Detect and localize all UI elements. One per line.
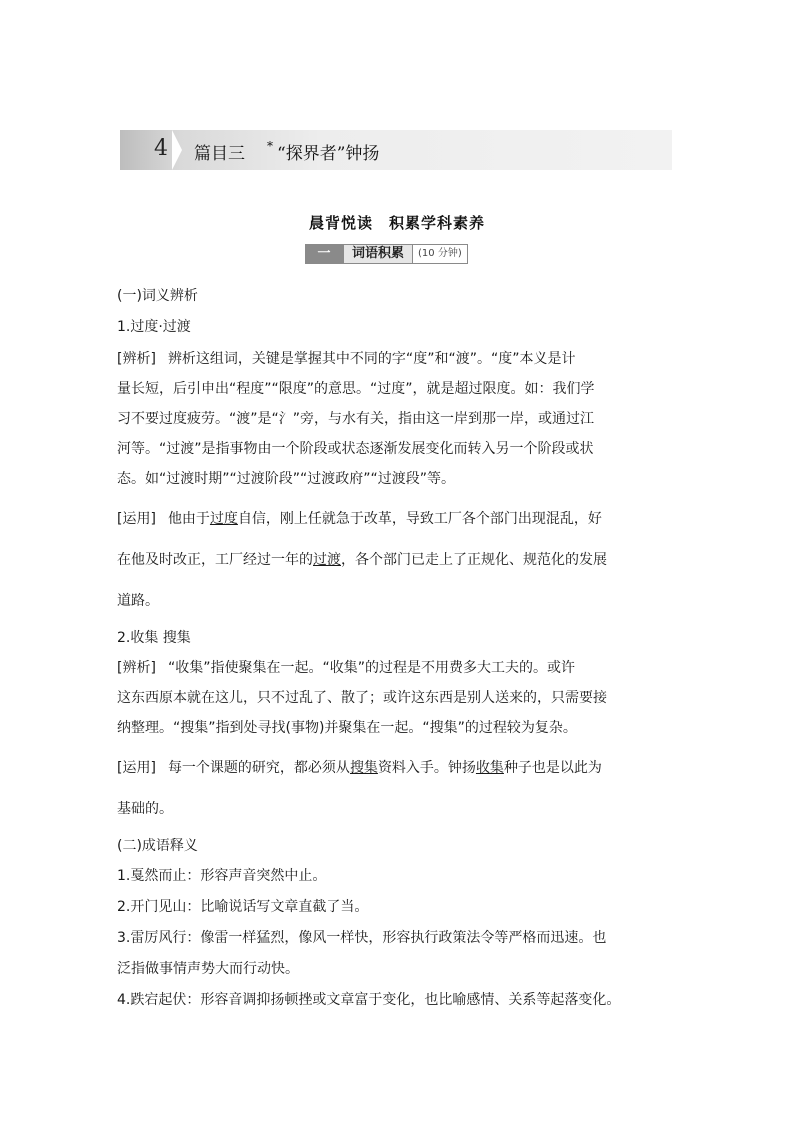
badge-time: (10 分钟) bbox=[413, 244, 468, 264]
chapter-title-text: 篇目三 bbox=[194, 144, 245, 164]
part2-heading: (二)成语释义 bbox=[117, 838, 198, 854]
item1-analysis-line: 习不要过度疲劳。“渡”是“氵”旁，与水有关，指由这一岸到那一岸，或通过江 bbox=[117, 411, 595, 427]
chapter-subtitle: “探界者”钟扬 bbox=[277, 144, 380, 164]
item2-usage-text: 每一个课题的研究，都必须从 bbox=[167, 760, 350, 776]
chapter-header-chevron bbox=[172, 130, 182, 170]
underlined-word: 收集 bbox=[475, 760, 504, 776]
item2-usage-tag: [运用] bbox=[117, 760, 156, 776]
section-title: 晨背悦读 积累学科素养 bbox=[308, 214, 485, 232]
chapter-asterisk: * bbox=[267, 139, 273, 153]
idiom-line: 1.戛然而止：形容声音突然中止。 bbox=[117, 868, 327, 884]
item2-analysis-tag: [辨析] bbox=[117, 660, 156, 676]
item1-usage-line bbox=[117, 549, 687, 569]
item1-usage-line bbox=[117, 508, 687, 528]
item1-title: 1.过度·过渡 bbox=[117, 319, 191, 335]
item1-usage-text: ，各个部门已走上了正规化、规范化的发展 bbox=[341, 552, 607, 568]
item2-usage-line bbox=[117, 757, 687, 777]
badge-label: 词语积累 bbox=[343, 244, 413, 264]
idiom-line: 泛指做事情声势大而行动快。 bbox=[117, 961, 299, 977]
item1-analysis-line bbox=[117, 348, 687, 368]
idiom-line: 2.开门见山：比喻说话写文章直截了当。 bbox=[117, 899, 369, 915]
item2-analysis-line: 这东西原本就在这儿，只不过乱了、散了；或许这东西是别人送来的，只需要接 bbox=[117, 690, 607, 706]
item1-analysis-line: 态。如“过渡时期”“过渡阶段”“过渡政府”“过渡段”等。 bbox=[117, 471, 456, 487]
item1-analysis-text: 辨析这组词，关键是掌握其中不同的字“度”和“渡”。“度”本义是计 bbox=[167, 351, 576, 367]
item1-analysis-line: 河等。“过渡”是指事物由一个阶段或状态逐渐发展变化而转入另一个阶段或状 bbox=[117, 441, 594, 457]
chapter-number: 4 bbox=[154, 136, 168, 161]
chapter-title bbox=[194, 139, 379, 164]
item1-analysis-line: 量长短，后引申出“程度”“限度”的意思。“过度”，就是超过限度。如：我们学 bbox=[117, 381, 595, 397]
badge-number: 一 bbox=[305, 244, 343, 264]
item2-title: 2.收集 搜集 bbox=[117, 630, 191, 646]
item2-usage-line: 基础的。 bbox=[117, 801, 173, 817]
underlined-word: 搜集 bbox=[349, 760, 378, 776]
item1-usage-tag: [运用] bbox=[117, 511, 156, 527]
section-badge bbox=[305, 244, 468, 264]
idiom-line: 4.跌宕起伏：形容音调抑扬顿挫或文章富于变化，也比喻感情、关系等起落变化。 bbox=[117, 992, 621, 1008]
item2-usage-text: 资料入手。钟扬 bbox=[377, 760, 476, 776]
item1-analysis-tag: [辨析] bbox=[117, 351, 156, 367]
item2-usage-text: 种子也是以此为 bbox=[503, 760, 602, 776]
item2-analysis-text: “收集”指使聚集在一起。“收集”的过程是不用费多大工夫的。或许 bbox=[167, 660, 575, 676]
idiom-line: 3.雷厉风行：像雷一样猛烈，像风一样快，形容执行政策法令等严格而迅速。也 bbox=[117, 930, 607, 946]
underlined-word: 过度 bbox=[209, 511, 238, 527]
item1-usage-line: 道路。 bbox=[117, 593, 159, 609]
item1-usage-text: 他由于 bbox=[167, 511, 210, 527]
item2-analysis-line: 纳整理。“搜集”指到处寻找(事物)并聚集在一起。“搜集”的过程较为复杂。 bbox=[117, 720, 577, 736]
item1-usage-text: 自信，刚上任就急于改革，导致工厂各个部门出现混乱，好 bbox=[237, 511, 602, 527]
item1-usage-text: 在他及时改正，工厂经过一年的 bbox=[117, 552, 313, 568]
underlined-word: 过渡 bbox=[313, 552, 341, 568]
part1-heading: (一)词义辨析 bbox=[117, 288, 198, 304]
item2-analysis-line bbox=[117, 657, 687, 677]
